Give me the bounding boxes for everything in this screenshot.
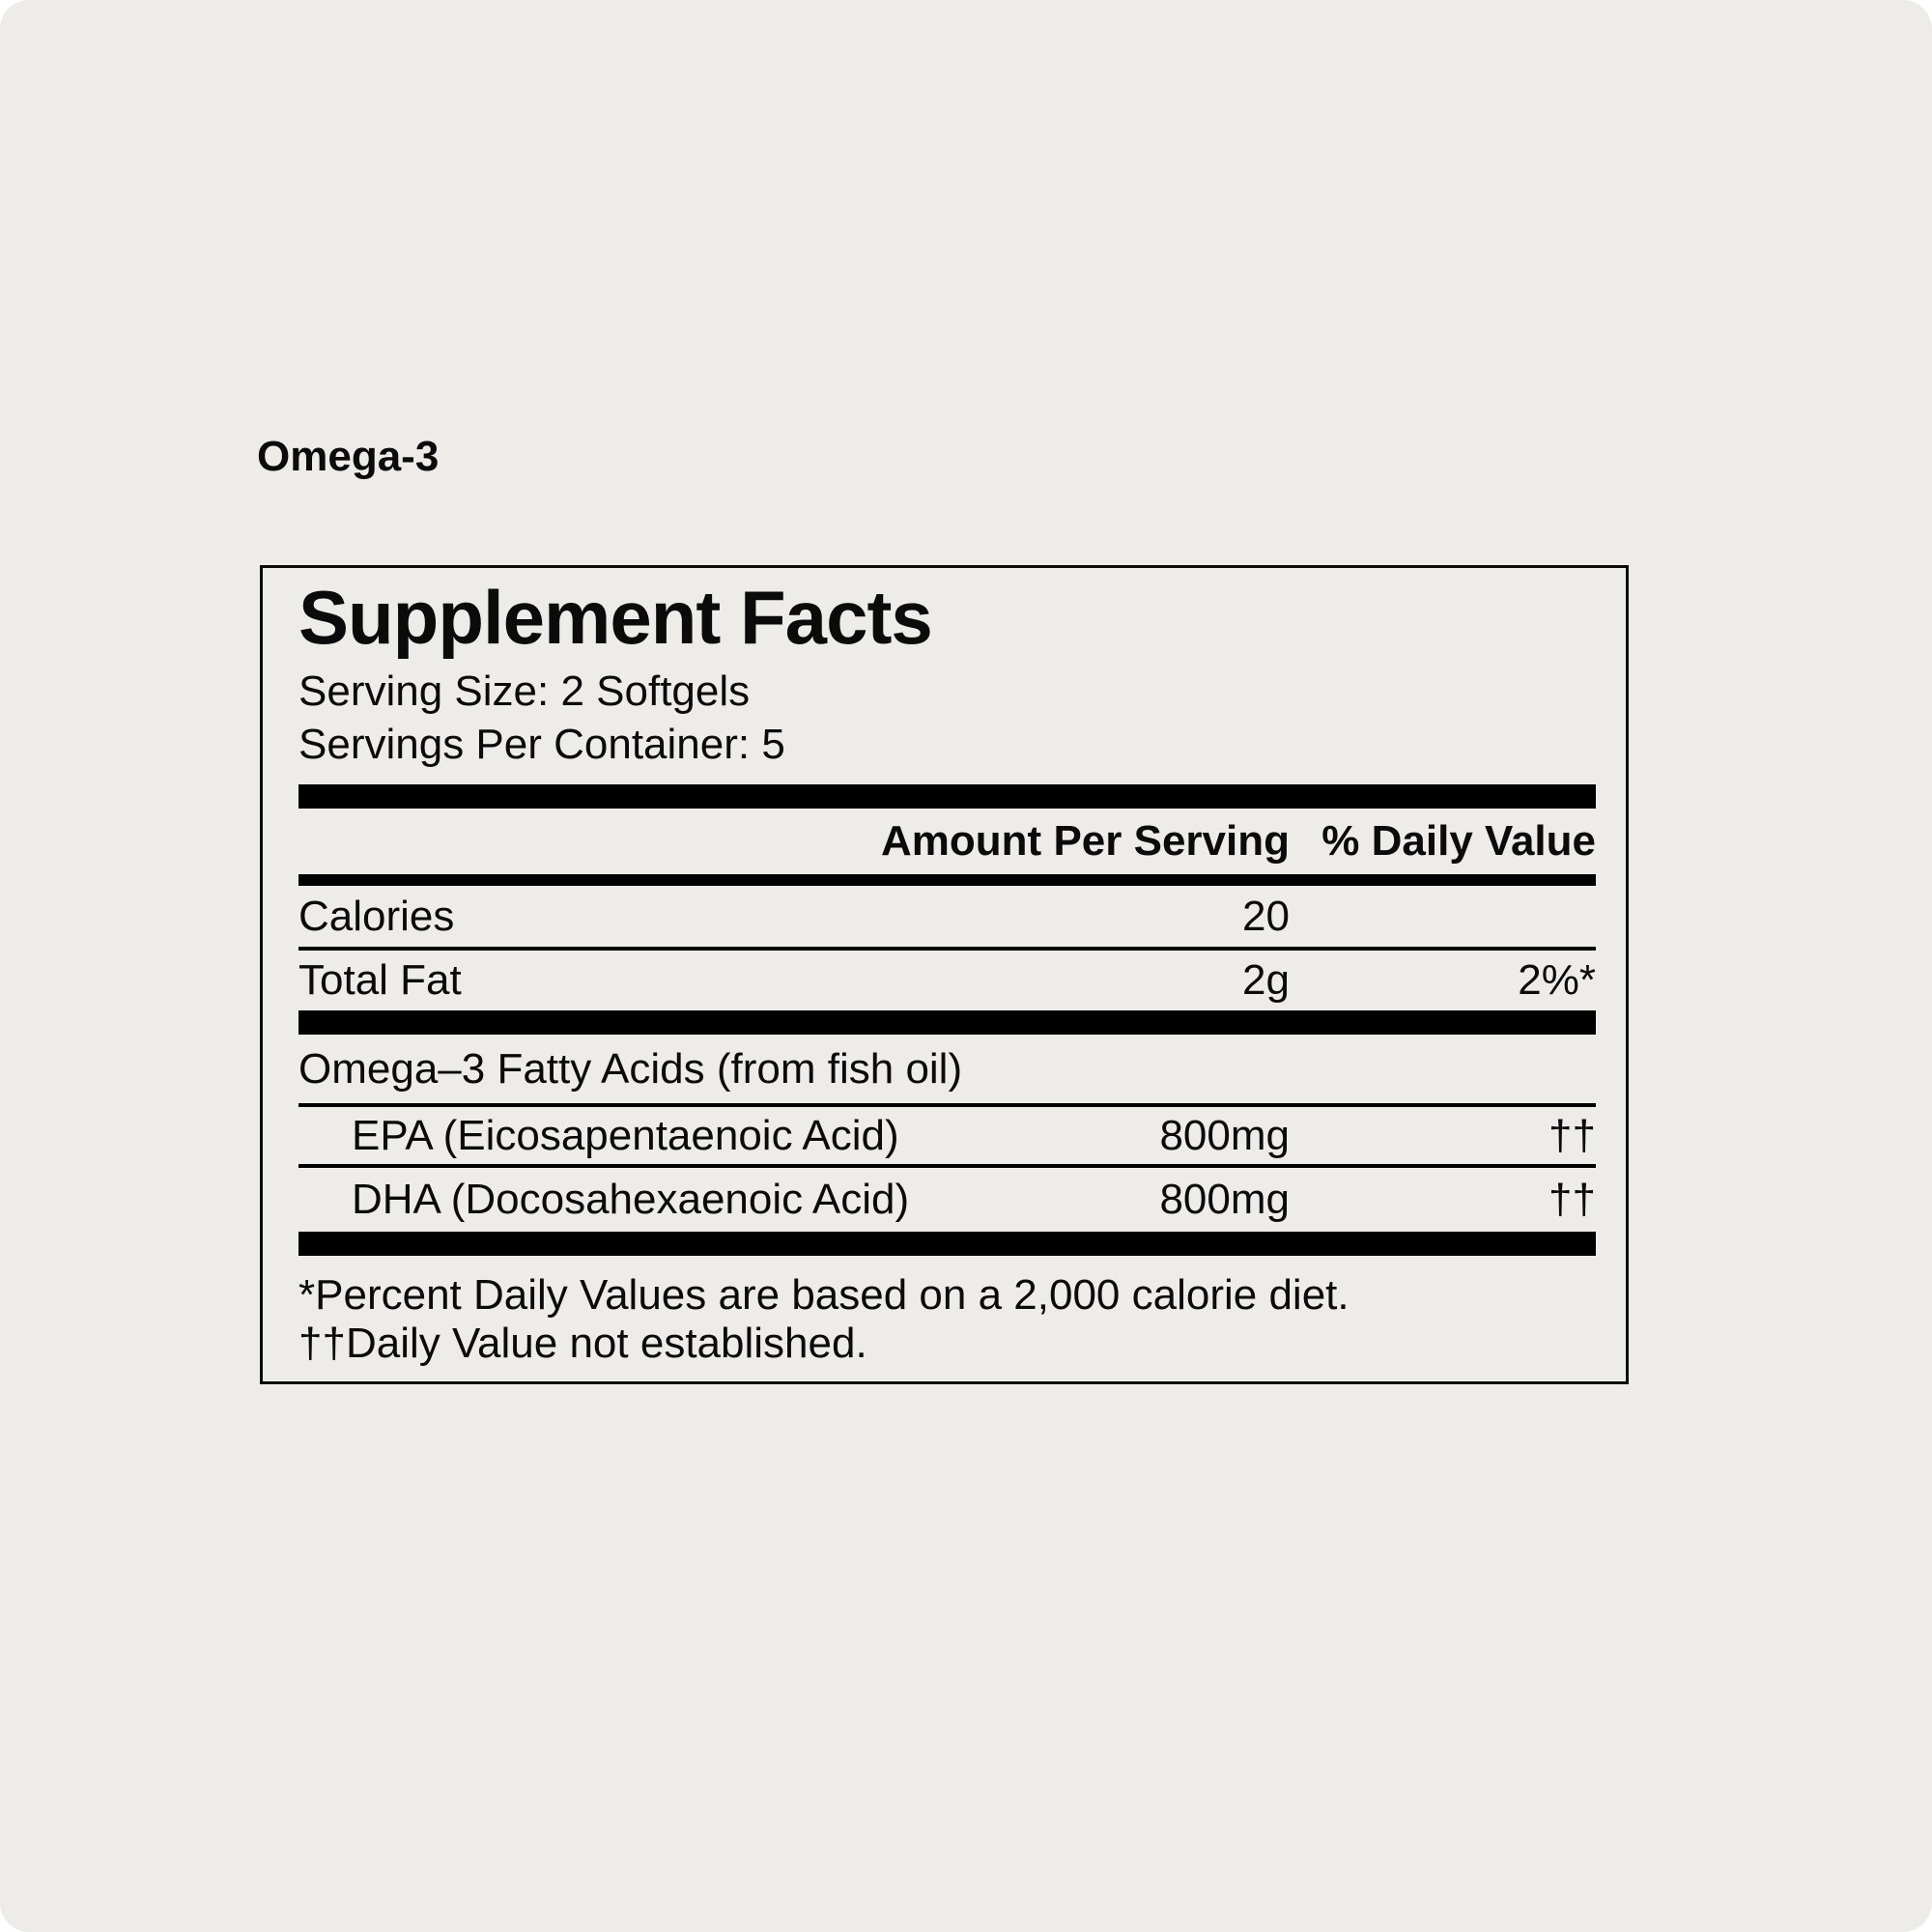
amount-per-serving-header: Amount Per Serving	[881, 817, 1290, 865]
medium-divider-bar	[298, 874, 1596, 886]
table-row-epa	[298, 1107, 1596, 1168]
supplement-facts-panel	[260, 565, 1629, 1384]
row-name: Omega–3 Fatty Acids (from fish oil)	[298, 1044, 963, 1093]
row-name: Total Fat	[298, 956, 462, 1004]
row-amount: 20	[1242, 892, 1290, 940]
row-amount: 2g	[1242, 956, 1290, 1004]
servings-per-container-text: Servings Per Container: 5	[298, 721, 785, 768]
row-dv: ††	[1548, 1176, 1596, 1223]
row-name: DHA (Docosahexaenoic Acid)	[352, 1176, 910, 1223]
table-row-calories	[298, 886, 1596, 951]
supplement-facts-title: Supplement Facts	[298, 575, 932, 660]
thick-divider-bar	[298, 1232, 1596, 1256]
table-row-total-fat	[298, 951, 1596, 1010]
daily-value-header: % Daily Value	[1321, 817, 1596, 865]
serving-size-text: Serving Size: 2 Softgels	[298, 668, 751, 715]
row-amount: 800mg	[1159, 1111, 1290, 1159]
product-name: Omega-3	[257, 433, 440, 480]
row-dv: 2%*	[1518, 956, 1596, 1004]
row-name: Calories	[298, 892, 455, 940]
table-header-row	[298, 809, 1596, 874]
table-row-dha	[298, 1168, 1596, 1232]
table-row-omega3-section	[298, 1035, 1596, 1107]
footnote-dv-not-established: ††Daily Value not established.	[298, 1320, 867, 1367]
thick-divider-bar	[298, 784, 1596, 809]
footnotes	[298, 1271, 1596, 1368]
footnote-daily-values: *Percent Daily Values are based on a 2,000 calorie diet.	[298, 1271, 1350, 1319]
thick-divider-bar	[298, 1010, 1596, 1035]
row-amount: 800mg	[1159, 1176, 1290, 1223]
row-dv: ††	[1548, 1111, 1596, 1159]
row-name: EPA (Eicosapentaenoic Acid)	[352, 1111, 899, 1159]
